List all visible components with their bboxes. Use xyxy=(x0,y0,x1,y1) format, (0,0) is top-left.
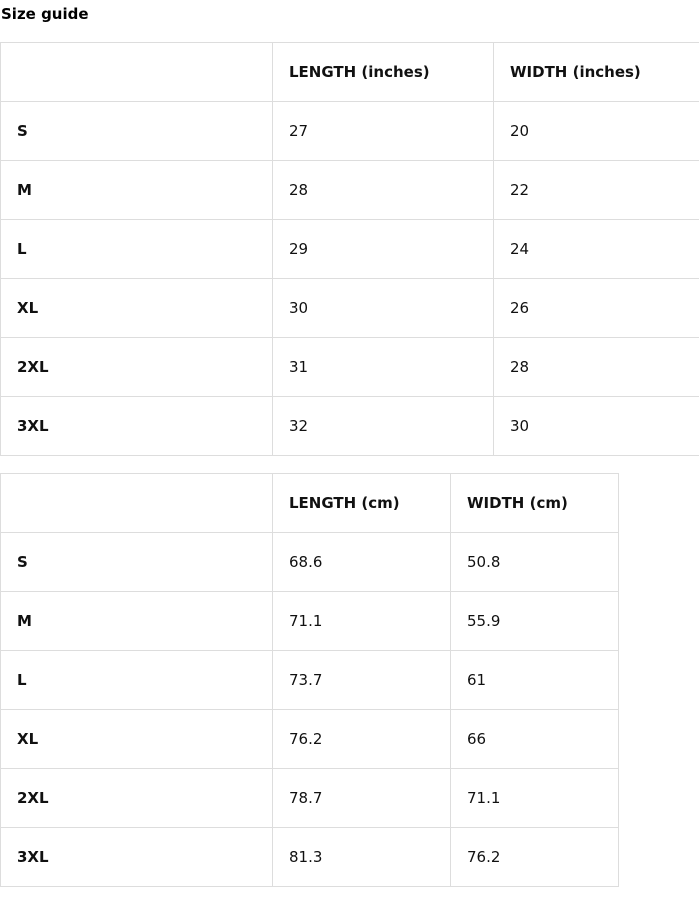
column-header-size xyxy=(1,474,273,533)
row-header-size: 3XL xyxy=(1,397,273,456)
column-header-width: WIDTH (cm) xyxy=(451,474,619,533)
cell-width: 55.9 xyxy=(451,592,619,651)
metric-table-container xyxy=(0,473,699,887)
row-header-size: S xyxy=(1,102,273,161)
row-header-size: 2XL xyxy=(1,769,273,828)
cell-length: 27 xyxy=(273,102,494,161)
column-header-length: LENGTH (inches) xyxy=(273,43,494,102)
cell-length: 76.2 xyxy=(273,710,451,769)
cell-length: 73.7 xyxy=(273,651,451,710)
cell-length: 31 xyxy=(273,338,494,397)
table-row xyxy=(1,769,619,828)
cell-length: 32 xyxy=(273,397,494,456)
table-head-inches xyxy=(1,43,699,102)
table-row xyxy=(1,533,619,592)
table-header-row xyxy=(1,43,699,102)
table-head-cm xyxy=(1,474,619,533)
row-header-size: 3XL xyxy=(1,828,273,887)
table-body-cm xyxy=(1,533,619,887)
cell-length: 81.3 xyxy=(273,828,451,887)
table-row xyxy=(1,651,619,710)
row-header-size: L xyxy=(1,651,273,710)
table-row xyxy=(1,592,619,651)
cell-length: 78.7 xyxy=(273,769,451,828)
imperial-table-container xyxy=(0,42,699,456)
size-table-cm xyxy=(0,473,619,887)
page-title: Size guide xyxy=(0,4,699,24)
column-header-size xyxy=(1,43,273,102)
cell-width: 50.8 xyxy=(451,533,619,592)
table-header-row xyxy=(1,474,619,533)
cell-width: 66 xyxy=(451,710,619,769)
cell-width: 28 xyxy=(494,338,699,397)
table-row xyxy=(1,828,619,887)
table-row xyxy=(1,220,699,279)
cell-length: 29 xyxy=(273,220,494,279)
column-header-width: WIDTH (inches) xyxy=(494,43,699,102)
size-table-inches xyxy=(0,42,699,456)
cell-length: 68.6 xyxy=(273,533,451,592)
column-header-length: LENGTH (cm) xyxy=(273,474,451,533)
cell-length: 28 xyxy=(273,161,494,220)
row-header-size: XL xyxy=(1,710,273,769)
cell-width: 30 xyxy=(494,397,699,456)
table-row xyxy=(1,161,699,220)
table-row xyxy=(1,279,699,338)
row-header-size: S xyxy=(1,533,273,592)
cell-width: 76.2 xyxy=(451,828,619,887)
row-header-size: XL xyxy=(1,279,273,338)
size-guide-page xyxy=(0,4,699,887)
cell-width: 24 xyxy=(494,220,699,279)
cell-width: 61 xyxy=(451,651,619,710)
table-row xyxy=(1,397,699,456)
row-header-size: M xyxy=(1,161,273,220)
table-body-inches xyxy=(1,102,699,456)
cell-length: 71.1 xyxy=(273,592,451,651)
row-header-size: M xyxy=(1,592,273,651)
cell-length: 30 xyxy=(273,279,494,338)
cell-width: 22 xyxy=(494,161,699,220)
table-row xyxy=(1,338,699,397)
cell-width: 26 xyxy=(494,279,699,338)
table-row xyxy=(1,710,619,769)
cell-width: 71.1 xyxy=(451,769,619,828)
cell-width: 20 xyxy=(494,102,699,161)
row-header-size: L xyxy=(1,220,273,279)
table-row xyxy=(1,102,699,161)
row-header-size: 2XL xyxy=(1,338,273,397)
